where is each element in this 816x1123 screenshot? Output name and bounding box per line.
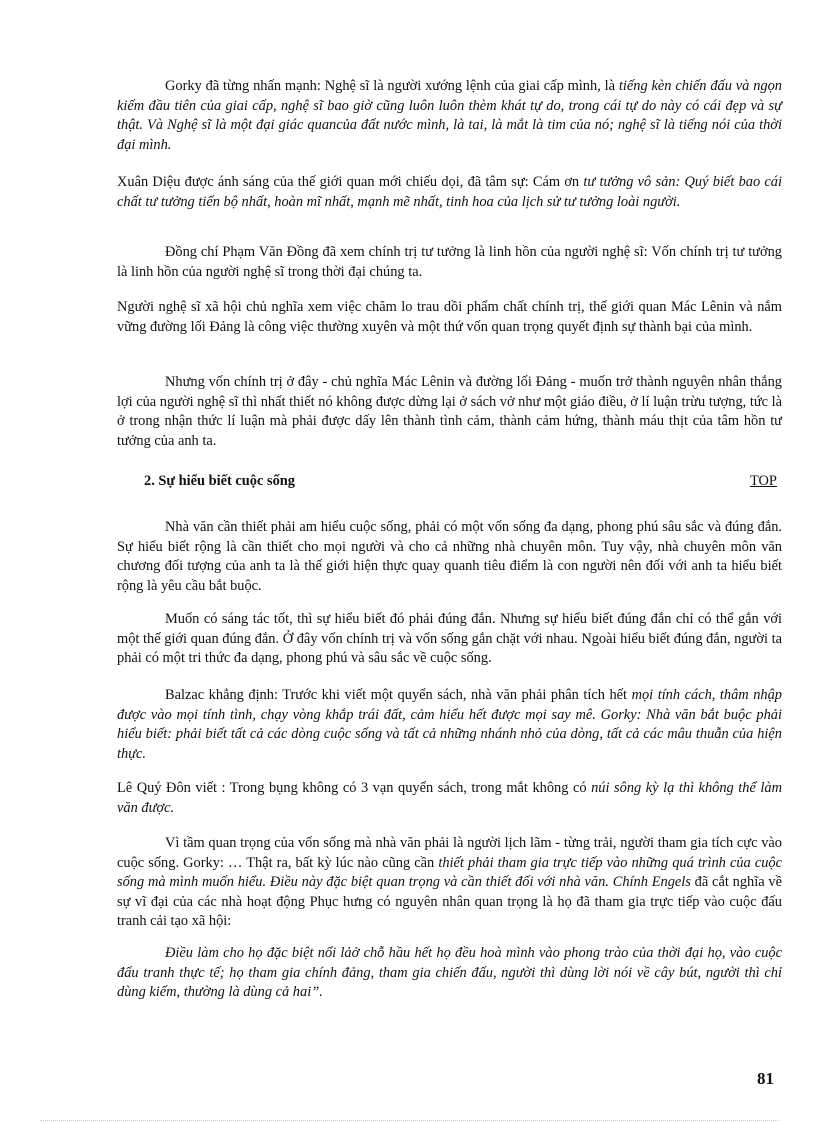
paragraph-gorky-artist <box>117 77 782 155</box>
italic-run: Điều làm cho họ đặc biệt nổi lảở chỗ hầu hết họ đều hoà mình vào phong trào của thời đại họ, vào cuộc đấu tranh thực tế; họ tham gia chính đảng, tham gia chiến đấu, người thì dùng lời nói về cây bút, người thì chỉ dùng kiếm, thường là dùng cả hai”. <box>117 945 782 1000</box>
paragraph-political-capital <box>117 373 782 451</box>
paragraph-life-knowledge <box>117 518 782 596</box>
page-number: 81 <box>757 1069 774 1088</box>
top-link[interactable]: TOP <box>750 473 777 489</box>
paragraph-xuan-dieu <box>117 173 782 212</box>
text-run: Đồng chí Phạm Văn Đồng đã xem chính trị tư tưởng là linh hồn của người nghệ sĩ: Vốn chính trị tư tưởng là linh hồn của người nghệ sĩ trong thời đại chúng ta. <box>117 244 782 280</box>
italic-run: tư tưởng vô sản: Quý biết bao cái chất tư tưởng tiến bộ nhất, hoàn mĩ nhất, mạnh mẽ nhất, tinh hoa của lịch sử tư tưởng loài người. <box>117 174 782 210</box>
italic-run: mọi tính cách, thâm nhập được vào mọi tính tình, chạy vòng khắp trái đất, cảm hiểu hết được mọi say mê. Gorky: Nhà văn bắt buộc phải hiểu biết: phải biết tất cả các dòng cuộc sống và tất cả những nhánh nhỏ của dòng, tất cả các mâu thuẫn của hiện thực. <box>117 687 782 762</box>
text-run: Gorky đã từng nhấn mạnh: Nghệ sĩ là người xướng lệnh của giai cấp mình, là <box>165 78 619 94</box>
text-run: Xuân Diệu được ánh sáng của thế giới quan mới chiếu dọi, đã tâm sự: Cám ơn <box>117 174 584 190</box>
footer-divider <box>40 1120 780 1121</box>
section-heading: 2. Sự hiểu biết cuộc sống <box>144 473 295 489</box>
italic-run: núi sông kỳ lạ thì không thể làm văn được. <box>117 780 782 816</box>
paragraph-correct-worldview <box>117 610 782 669</box>
paragraph-engels <box>117 834 782 932</box>
paragraph-le-quy-don <box>117 779 782 818</box>
text-run: Nhà văn cần thiết phải am hiểu cuộc sống, phải có một vốn sống đa dạng, phong phú sâu sắc và đúng đắn. Sự hiểu biết rộng là cần thiết cho mọi người và cho cả những nhà chuyên môn. Tuy vậy, nhà chuyên môn văn chương đối tượng của anh ta là thế giới hiện thực quay quanh tiêu điểm là con người nên đối với anh ta hiểu biết rộng là yêu cầu bắt buộc. <box>117 519 782 594</box>
paragraph-socialist-artist <box>117 298 782 337</box>
italic-run: thiết phải tham gia trực tiếp vào những quá trình của cuộc sống mà mình muốn hiểu. Điều này đặc biệt quan trọng và cần thiết đối với nhà văn. Chính Engels <box>117 854 782 890</box>
paragraph-renaissance-quote <box>117 944 782 1003</box>
text-run: Lê Quý Đôn viết : Trong bụng không có 3 vạn quyển sách, trong mắt không có <box>117 780 592 796</box>
paragraph-pham-van-dong <box>117 243 782 282</box>
text-run: Người nghệ sĩ xã hội chủ nghĩa xem việc chăm lo trau dồi phẩm chất chính trị, thế giới quan Mác Lênin và nắm vững đường lối Đảng là công việc thường xuyên và một thứ vốn quan trọng quyết định sự thành bại của mình. <box>117 299 782 335</box>
italic-run: tiếng kèn chiến đấu và ngọn kiếm đầu tiên của giai cấp, nghệ sĩ bao giờ cũng luôn luôn thèm khát tự do, trong cái tự do này có cái đẹp và sự thật. Và Nghệ sĩ là một đại giác quancủa đất nước mình, là tai, là mắt là tim của nó; nghệ sĩ là tiếng nói của thời đại mình. <box>117 78 782 153</box>
text-run: Nhưng vốn chính trị ở đây - chủ nghĩa Mác Lênin và đường lối Đảng - muốn trở thành nguyên nhân thắng lợi của người nghệ sĩ thì nhất thiết nó không được dừng lại ở sách vở như một giáo điều, ở lí luận trừu tượng, tức là ở trong nhận thức lí luận mà phải được dấy lên thành tình cảm, thành cảm hứng, thành máu thịt của tâm hồn tư tưởng của anh ta. <box>117 374 783 449</box>
text-run: Muốn có sáng tác tốt, thì sự hiểu biết đó phải đúng đắn. Nhưng sự hiểu biết đúng đắn chỉ có thể gắn với một thế giới quan đúng đắn. Ở đây vốn chính trị và vốn sống gắn chặt với nhau. Ngoài hiểu biết đúng đắn, người ta phải có một tri thức đa dạng, phong phú và sâu sắc về cuộc sống. <box>117 611 782 666</box>
paragraph-balzac-gorky <box>117 686 782 764</box>
text-run: Vì tầm quan trọng của vốn sống mà nhà văn phải là người lịch lãm - từng trải, người tham gia tích cực vào cuộc sống. Gorky: … Thật ra, bất kỳ lúc nào cũng cần <box>117 835 782 871</box>
text-run: Balzac khẳng định: Trước khi viết một quyển sách, nhà văn phải phân tích hết <box>165 687 632 703</box>
text-run: đã cắt nghĩa về sự vĩ đại của các nhà hoạt động Phục hưng có nguyên nhân quan trọng là họ đã tham gia trực tiếp vào cuộc đấu tranh cải tạo xã hội: <box>117 874 782 929</box>
